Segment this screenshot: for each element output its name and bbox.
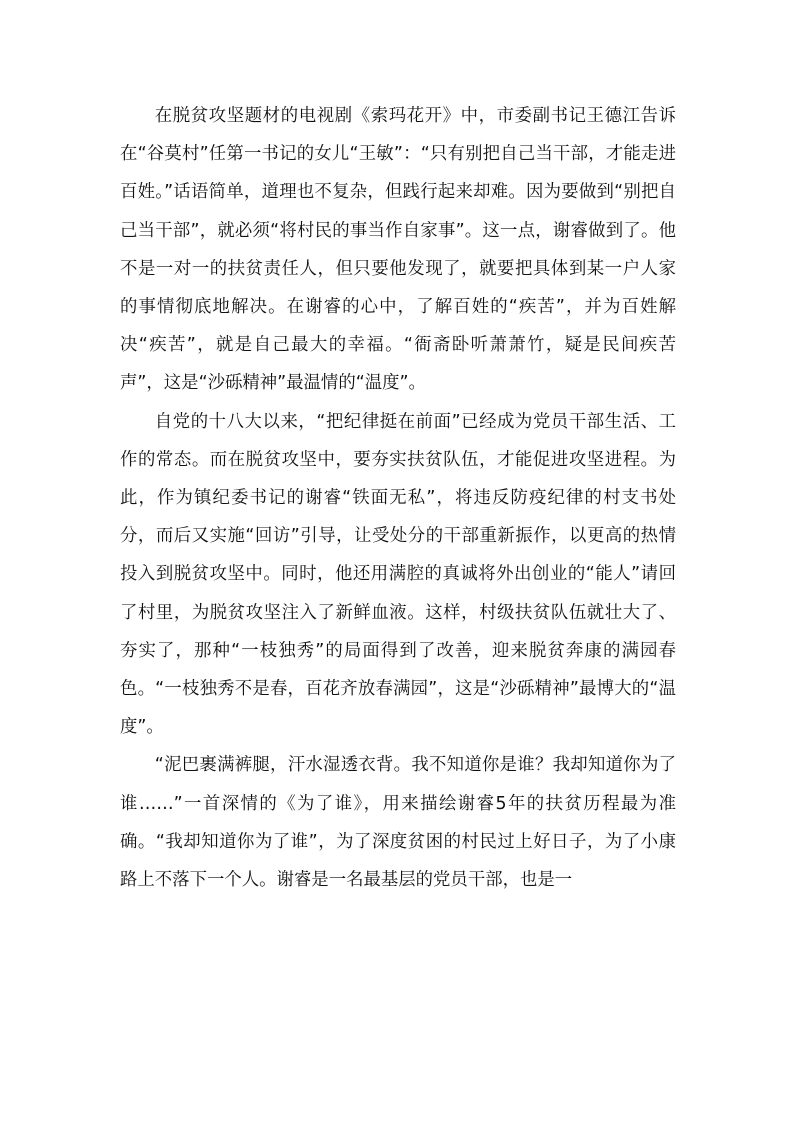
paragraph-2: 自党的十八大以来，“把纪律挺在前面”已经成为党员干部生活、工作的常态。而在脱贫攻坚中，要夯实扶贫队伍，才能促进攻坚进程。为此，作为镇纪委书记的谢睿“铁面无私”，将违反防疫纪律的村支书处分，而后又实施“回访”引导，让受处分的干部重新振作，以更高的热情投入到脱贫攻坚中。同时，他还用满腔的真诚将外出创业的“能人”请回了村里，为脱贫攻坚注入了新鲜血液。这样，村级扶贫队伍就壮大了、夯实了，那种“一枝独秀”的局面得到了改善，迎来脱贫奔康的满园春色。“一枝独秀不是春，百花齐放春满园”，这是“沙砾精神”最博大的“温度”。 bbox=[120, 411, 676, 738]
document-body bbox=[120, 97, 676, 899]
paragraph-1: 在脱贫攻坚题材的电视剧《索玛花开》中，市委副书记王德江告诉在“谷莫村”任第一书记的女儿“王敏”：“只有别把自己当干部，才能走进百姓。”话语简单，道理也不复杂，但践行起来却难。因为要做到“别把自己当干部”，就必须“将村民的事当作自家事”。这一点，谢睿做到了。他不是一对一的扶贫责任人，但只要他发现了，就要把具体到某一户人家的事情彻底地解决。在谢睿的心中，了解百姓的“疾苦”，并为百姓解决“疾苦”，就是自己最大的幸福。“衙斋卧听萧萧竹，疑是民间疾苦声”，这是“沙砾精神”最温情的“温度”。 bbox=[120, 106, 676, 394]
paragraph-3: “泥巴裹满裤腿，汗水湿透衣背。我不知道你是谁？我却知道你为了谁……”一首深情的《为了谁》，用来描绘谢睿5年的扶贫历程最为准确。“我却知道你为了谁”，为了深度贫困的村民过上好日子，为了小康路上不落下一个人。谢睿是一名最基层的党员干部，也是一 bbox=[120, 755, 676, 891]
